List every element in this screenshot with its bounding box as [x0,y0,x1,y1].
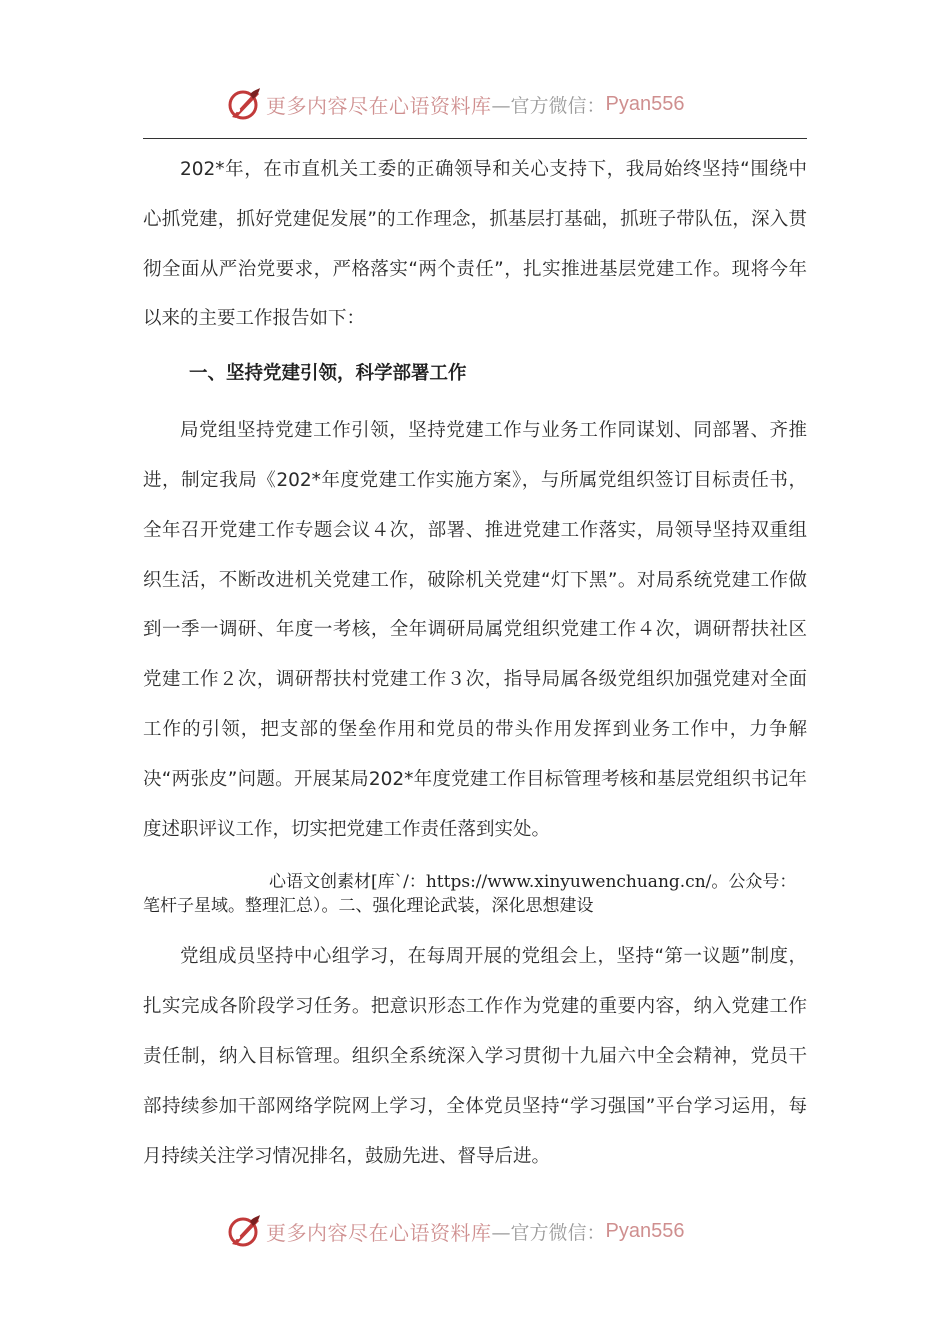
banner-text: 更多内容尽在心语资料库 [266,93,492,118]
quill-logo-icon [226,1213,262,1249]
header-divider [143,138,807,139]
intro-paragraph: 202*年，在市直机关工委的正确领导和关心支持下，我局始终坚持“围绕中心抓党建，抓好党建促发展”的工作理念，抓基层打基础，抓班子带队伍，深入贯彻全面从严治党要求，严格落实“两个责任”，扎实推进基层党建工作。现将今年以来的主要工作报告如下： [143,159,807,330]
source-note-paragraph: 心语文创素材[库`/：https://www.xinyuwenchuang.cn/。公众号：笔杆子星域。整理汇总）。二、强化理论武装，深化思想建设 [143,872,797,917]
banner-wechat-id: Pyan556 [605,1219,685,1242]
banner-wechat-label: —官方微信： [491,94,606,117]
banner-wechat-label: —官方微信： [491,1221,606,1244]
footer-banner [226,1211,684,1251]
section-2-paragraph: 党组成员坚持中心组学习，在每周开展的党组会上，坚持“第一议题”制度，扎实完成各阶段学习任务。把意识形态工作作为党建的重要内容，纳入党建工作责任制，纳入目标管理。组织全系统深入学习贯彻十九届六中全会精神，党员干部持续参加干部网络学院网上学习，全体党员坚持“学习强国”平台学习运用，每月持续关注学习情况排名，鼓励先进、督导后进。 [143,946,807,1167]
section-1-paragraph: 局党组坚持党建工作引领，坚持党建工作与业务工作同谋划、同部署、齐推进，制定我局《202*年度党建工作实施方案》，与所属党组织签订目标责任书，全年召开党建工作专题会议４次，部署、推进党建工作落实，局领导坚持双重组织生活，不断改进机关党建工作，破除机关党建“灯下黑”。对局系统党建工作做到一季一调研、年度一考核，全年调研局属党组织党建工作４次，调研帮扶社区党建工作２次，调研帮扶村党建工作３次，指导局属各级党组织加强党建对全面工作的引领，把支部的堡垒作用和党员的带头作用发挥到业务工作中，力争解决“两张皮”问题。开展某局202*年度党建工作目标管理考核和基层党组织书记年度述职评议工作，切实把党建工作责任落到实处。 [143,420,807,840]
banner-text: 更多内容尽在心语资料库 [266,1220,492,1245]
quill-logo-icon [226,86,262,122]
document-body [143,145,807,1181]
banner-wechat-id: Pyan556 [605,92,685,115]
section-1-heading: 一、坚持党建引领，科学部署工作 [189,363,467,385]
header-banner [226,84,684,124]
